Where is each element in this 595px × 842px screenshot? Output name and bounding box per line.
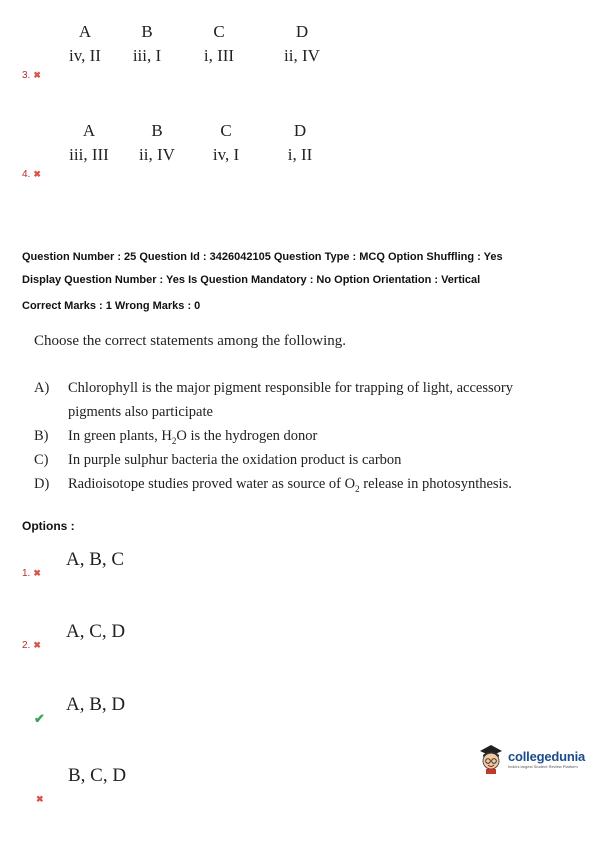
statement-text: Chlorophyll is the major pigment responsible for trapping of light, accessory — [68, 380, 513, 396]
option-3-text[interactable]: A, B, D — [66, 694, 126, 715]
match-value-c: iv, I — [212, 145, 240, 164]
match-header-b: B — [151, 121, 163, 140]
option-4-text[interactable]: B, C, D — [68, 765, 127, 786]
option-1-text[interactable]: A, B, C — [66, 549, 125, 570]
match-value-d: i, II — [287, 145, 313, 164]
match-header-a: A — [82, 121, 96, 140]
question-meta-line-1: Question Number : 25 Question Id : 3426042105 Question Type : MCQ Option Shuffling : Yes — [22, 251, 503, 263]
match-table-option4-values — [58, 145, 342, 165]
logo-mascot-icon — [478, 744, 504, 774]
statement-label: A) — [34, 380, 50, 396]
cross-icon: ✖ — [33, 568, 41, 578]
match-value-d: ii, IV — [284, 46, 320, 65]
option-3-marker — [34, 710, 45, 728]
cross-icon: ✖ — [36, 794, 44, 804]
cross-icon: ✖ — [33, 70, 41, 80]
option-2-text[interactable]: A, C, D — [66, 621, 126, 642]
match-header-d: D — [295, 22, 309, 41]
cross-icon: ✖ — [33, 169, 41, 179]
logo-name: collegedunia — [508, 749, 586, 764]
statement-d — [34, 476, 512, 494]
match-header-d: D — [293, 121, 307, 140]
match-header-c: C — [220, 121, 232, 140]
match-value-a: iii, III — [69, 145, 109, 164]
question-meta-line-2: Display Question Number : Yes Is Question Mandatory : No Option Orientation : Vertical — [22, 274, 481, 286]
cross-icon: ✖ — [33, 640, 41, 650]
checkmark-icon: ✔ — [34, 711, 45, 726]
match-value-b: iii, I — [132, 46, 162, 65]
statement-text: Radioisotope studies proved water as source of $O_2$ release in photosynthesis. — [68, 476, 512, 494]
option-2-number: 2. — [22, 640, 31, 651]
match-table-option4-headers — [58, 121, 342, 141]
statement-label: B) — [34, 428, 49, 444]
statement-b — [34, 428, 317, 446]
statement-text: In purple sulphur bacteria the oxidation product is carbon — [68, 452, 402, 468]
match-header-a: A — [78, 22, 92, 41]
question-meta-line-3: Correct Marks : 1 Wrong Marks : 0 — [22, 300, 201, 312]
statement-label: C) — [34, 452, 49, 468]
match-table-option3-values — [58, 46, 348, 66]
option-2-marker — [22, 640, 41, 651]
collegedunia-logo — [478, 744, 585, 774]
statement-label: D) — [34, 476, 50, 492]
statement-text: In green plants, $H_2O$ is the hydrogen donor — [68, 428, 318, 446]
option-1-number: 1. — [22, 568, 31, 579]
option-4-marker — [22, 169, 41, 180]
match-header-b: B — [141, 22, 153, 41]
question-text: Choose the correct statements among the following. — [34, 333, 347, 349]
statement-c — [34, 452, 401, 469]
statement-a-continued: pigments also participate — [68, 404, 213, 420]
match-value-a: iv, II — [69, 46, 101, 65]
statement-a — [34, 380, 513, 397]
match-header-c: C — [213, 22, 225, 41]
option-1-marker — [22, 568, 41, 579]
options-heading: Options : — [22, 519, 75, 533]
match-value-c: i, III — [203, 46, 235, 65]
option-3-number: 3. — [22, 70, 31, 81]
match-table-option3-headers — [58, 22, 348, 42]
logo-tagline: India's largest Student Review Platform — [508, 764, 578, 769]
option-4-number: 4. — [22, 169, 31, 180]
match-value-b: ii, IV — [139, 145, 175, 164]
option-3-marker — [22, 70, 41, 81]
option-4-marker — [36, 789, 44, 807]
